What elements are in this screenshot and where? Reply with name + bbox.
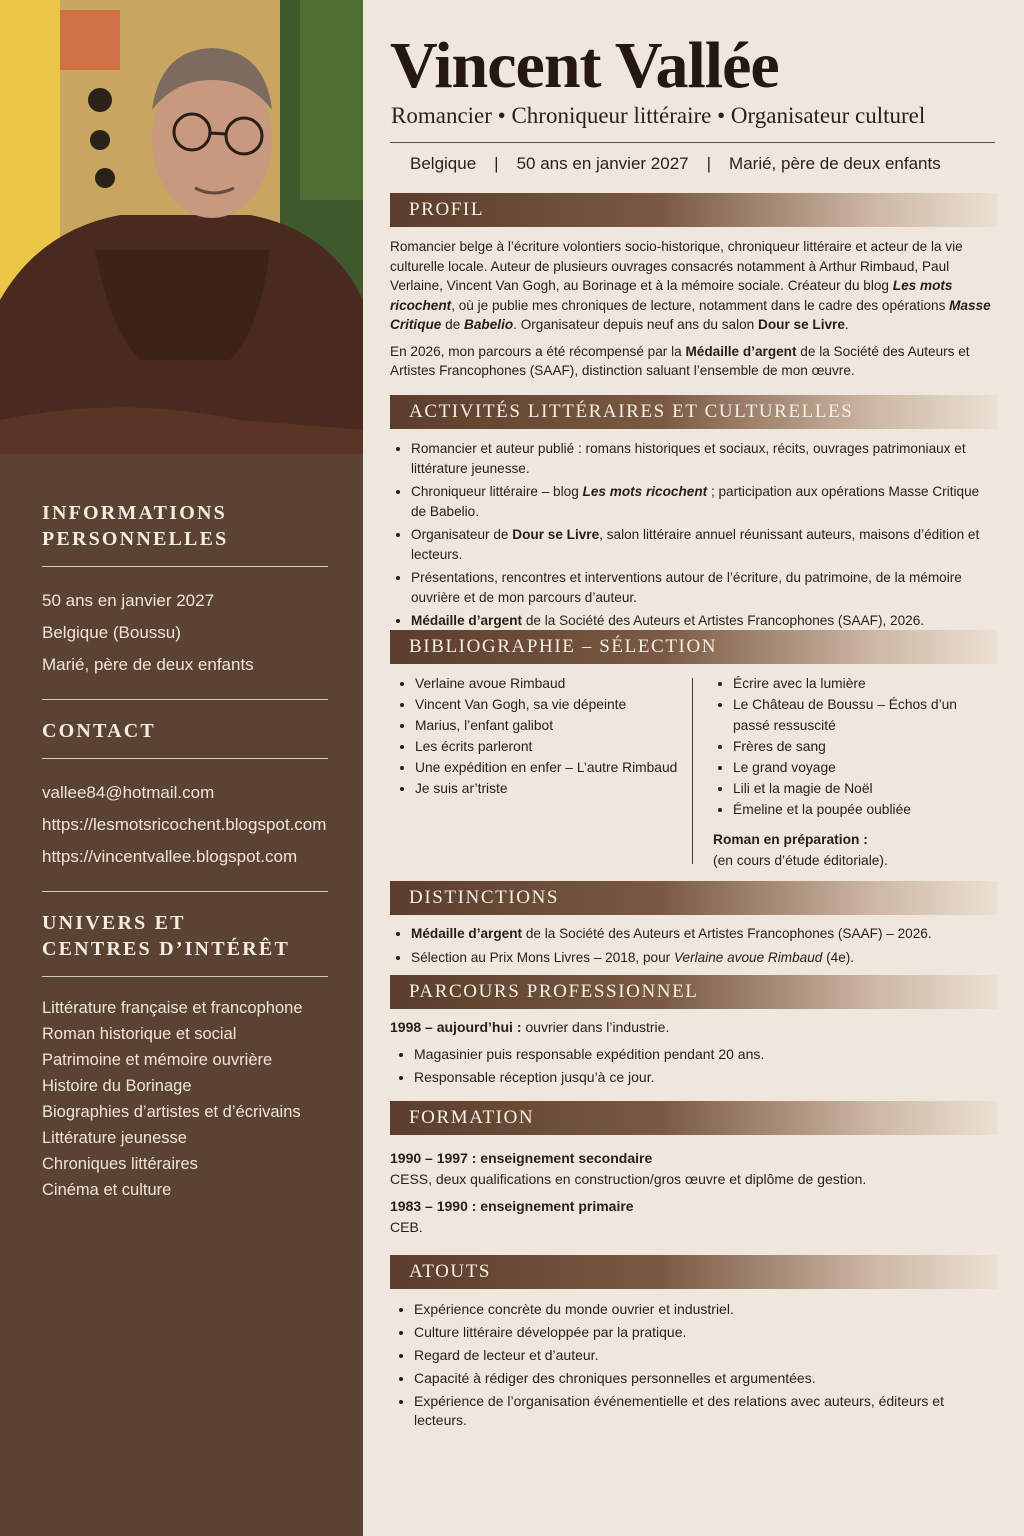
divider xyxy=(42,566,328,567)
book-item: • Lili et la magie de Noël xyxy=(733,778,995,799)
sidebar-content xyxy=(42,500,328,1203)
profil-text xyxy=(390,237,995,388)
section-title-activites: ACTIVITÉS LITTÉRAIRES ET CULTURELLES xyxy=(409,401,854,422)
formation-content xyxy=(390,1148,995,1238)
personal-info-heading xyxy=(42,500,328,552)
header-divider xyxy=(390,142,995,143)
personal-family: Marié, père de deux enfants xyxy=(42,655,254,674)
book-item: • Les écrits parleront xyxy=(415,736,685,757)
formation-secondary-text: CESS, deux qualifications en construction/gros œuvre et diplôme de gestion. xyxy=(390,1171,867,1187)
portrait-photo xyxy=(0,0,363,454)
interest-item: Chroniques littéraires xyxy=(42,1155,198,1173)
book-item: • Je suis ar’triste xyxy=(415,778,685,799)
parcours-period-line: 1998 – aujourd’hui : ouvrier dans l’industrie. xyxy=(390,1019,670,1035)
sidebar xyxy=(0,0,363,1536)
info-country: Belgique xyxy=(410,154,477,173)
activite-item: • Chroniqueur littéraire – blog Les mots ricochent ; participation aux opérations Masse Critique de Babelio. xyxy=(411,482,995,521)
interests-heading-line2: CENTRES D’INTÉRÊT xyxy=(42,938,291,960)
candidate-tagline: Romancier • Chroniqueur littéraire • Organisateur culturel xyxy=(391,103,926,128)
atout-item: • Regard de lecteur et d’auteur. xyxy=(414,1346,995,1365)
section-band-distinctions xyxy=(390,881,997,915)
interests-heading xyxy=(42,910,328,962)
book-in-progress xyxy=(713,829,995,871)
section-title-distinctions: DISTINCTIONS xyxy=(409,887,560,908)
biblio-left-column xyxy=(395,673,685,799)
book-item: • Le grand voyage xyxy=(733,757,995,778)
section-band-parcours xyxy=(390,975,997,1009)
candidate-name: Vincent Vallée xyxy=(390,29,779,102)
activite-item: • Présentations, rencontres et interventions autour de l’écriture, du patrimoine, de la mémoire ouvrière et de mon parcours d’auteur. xyxy=(411,568,995,607)
distinctions-list xyxy=(390,924,995,971)
divider xyxy=(42,699,328,700)
interest-item: Patrimoine et mémoire ouvrière xyxy=(42,1051,273,1069)
contact-heading: CONTACT xyxy=(42,720,156,742)
contact-site-link[interactable]: https://vincentvallee.blogspot.com xyxy=(42,847,298,866)
contact-blog-link[interactable]: https://lesmotsricochent.blogspot.com xyxy=(42,815,327,834)
info-family: Marié, père de deux enfants xyxy=(729,154,941,173)
activite-item: • Organisateur de Dour se Livre, salon littéraire annuel réunissant auteurs, maisons d’édition et lecteurs. xyxy=(411,525,995,564)
book-item: • Marius, l’enfant galibot xyxy=(415,715,685,736)
book-in-progress-title: Roman en préparation : xyxy=(713,832,868,847)
header-info-bar xyxy=(410,154,941,174)
profil-paragraph-2: En 2026, mon parcours a été récompensé par la Médaille d’argent de la Société des Auteurs et Artistes Francophones (SAAF), distinction saluant l’ensemble de mon œuvre. xyxy=(390,343,970,378)
contact-email[interactable]: vallee84@hotmail.com xyxy=(42,783,215,802)
biblio-column-divider xyxy=(692,678,693,864)
section-band-profil xyxy=(390,193,997,227)
interest-item: Roman historique et social xyxy=(42,1025,237,1043)
profil-paragraph-1: Romancier belge à l’écriture volontiers socio-historique, chroniqueur littéraire et acteur de la vie culturelle locale. Auteur de plusieurs ouvrages consacrés notamment à Arthur Rimbaud, Paul Verlaine, Vincent Van Gogh, au Borinage et à la mémoire sociale. Créateur du blog Les mots ricochent, où je publie mes chroniques de lecture, notamment dans le cadre des opérations Masse Critique de Babelio. Organisateur depuis neuf ans du salon Dour se Livre. xyxy=(390,239,991,332)
book-item: • Frères de sang xyxy=(733,736,995,757)
atout-item: • Culture littéraire développée par la pratique. xyxy=(414,1323,995,1342)
atouts-list xyxy=(390,1300,995,1434)
interest-item: Littérature jeunesse xyxy=(42,1129,187,1147)
book-item: • Une expédition en enfer – L’autre Rimbaud xyxy=(415,757,685,778)
parcours-item: • Responsable réception jusqu’à ce jour. xyxy=(414,1068,995,1088)
divider xyxy=(42,758,328,759)
divider xyxy=(42,976,328,977)
section-title-bibliographie: BIBLIOGRAPHIE – SÉLECTION xyxy=(409,636,718,657)
info-age: 50 ans en janvier 2027 xyxy=(516,154,689,173)
parcours-item: • Magasinier puis responsable expédition pendant 20 ans. xyxy=(414,1045,995,1065)
activite-item: • Médaille d’argent de la Société des Auteurs et Artistes Francophones (SAAF), 2026. xyxy=(411,611,995,631)
section-band-formation xyxy=(390,1101,997,1135)
atout-item: • Expérience de l’organisation événementielle et des relations avec auteurs, éditeurs et lecteurs. xyxy=(414,1392,995,1430)
distinction-item: • Sélection au Prix Mons Livres – 2018, pour Verlaine avoue Rimbaud (4e). xyxy=(411,948,995,968)
interests-list xyxy=(42,995,328,1203)
book-in-progress-status: (en cours d’étude éditoriale). xyxy=(713,853,888,868)
biblio-right-column xyxy=(713,673,995,871)
distinction-item: • Médaille d’argent de la Société des Auteurs et Artistes Francophones (SAAF) – 2026. xyxy=(411,924,995,944)
interest-item: Cinéma et culture xyxy=(42,1181,172,1199)
book-item: • Émeline et la poupée oubliée xyxy=(733,799,995,820)
interest-item: Biographies d’artistes et d’écrivains xyxy=(42,1103,301,1121)
book-item: • Le Château de Boussu – Échos d’un passé ressuscité xyxy=(733,694,995,736)
section-title-formation: FORMATION xyxy=(409,1107,535,1128)
divider xyxy=(42,891,328,892)
interest-item: Histoire du Borinage xyxy=(42,1077,192,1095)
parcours-content xyxy=(390,1018,995,1092)
book-item: • Écrire avec la lumière xyxy=(733,673,995,694)
formation-primary-text: CEB. xyxy=(390,1219,423,1235)
personal-info-heading-line2: PERSONNELLES xyxy=(42,528,229,550)
info-separator: | xyxy=(706,154,712,173)
info-separator: | xyxy=(494,154,499,173)
section-band-atouts xyxy=(390,1255,997,1289)
section-band-activites xyxy=(390,395,997,429)
section-band-bibliographie xyxy=(390,630,997,664)
atout-item: • Capacité à rédiger des chroniques personnelles et argumentées. xyxy=(414,1369,995,1388)
formation-secondary-head: 1990 – 1997 : enseignement secondaire xyxy=(390,1150,653,1166)
section-title-parcours: PARCOURS PROFESSIONNEL xyxy=(409,981,699,1002)
personal-age: 50 ans en janvier 2027 xyxy=(42,591,215,610)
personal-info-heading-line1: INFORMATIONS xyxy=(42,502,227,524)
book-item: • Vincent Van Gogh, sa vie dépeinte xyxy=(415,694,685,715)
section-title-atouts: ATOUTS xyxy=(409,1261,492,1282)
formation-primary-head: 1983 – 1990 : enseignement primaire xyxy=(390,1198,634,1214)
interest-item: Littérature française et francophone xyxy=(42,999,303,1017)
interests-heading-line1: UNIVERS ET xyxy=(42,912,186,934)
section-title-profil: PROFIL xyxy=(409,199,485,220)
activites-list xyxy=(390,439,995,635)
personal-location: Belgique (Boussu) xyxy=(42,623,181,642)
book-item: • Verlaine avoue Rimbaud xyxy=(415,673,685,694)
atout-item: • Expérience concrète du monde ouvrier et industriel. xyxy=(414,1300,995,1319)
activite-item: • Romancier et auteur publié : romans historiques et sociaux, récits, ouvrages patrimoniaux et littérature jeunesse. xyxy=(411,439,995,478)
